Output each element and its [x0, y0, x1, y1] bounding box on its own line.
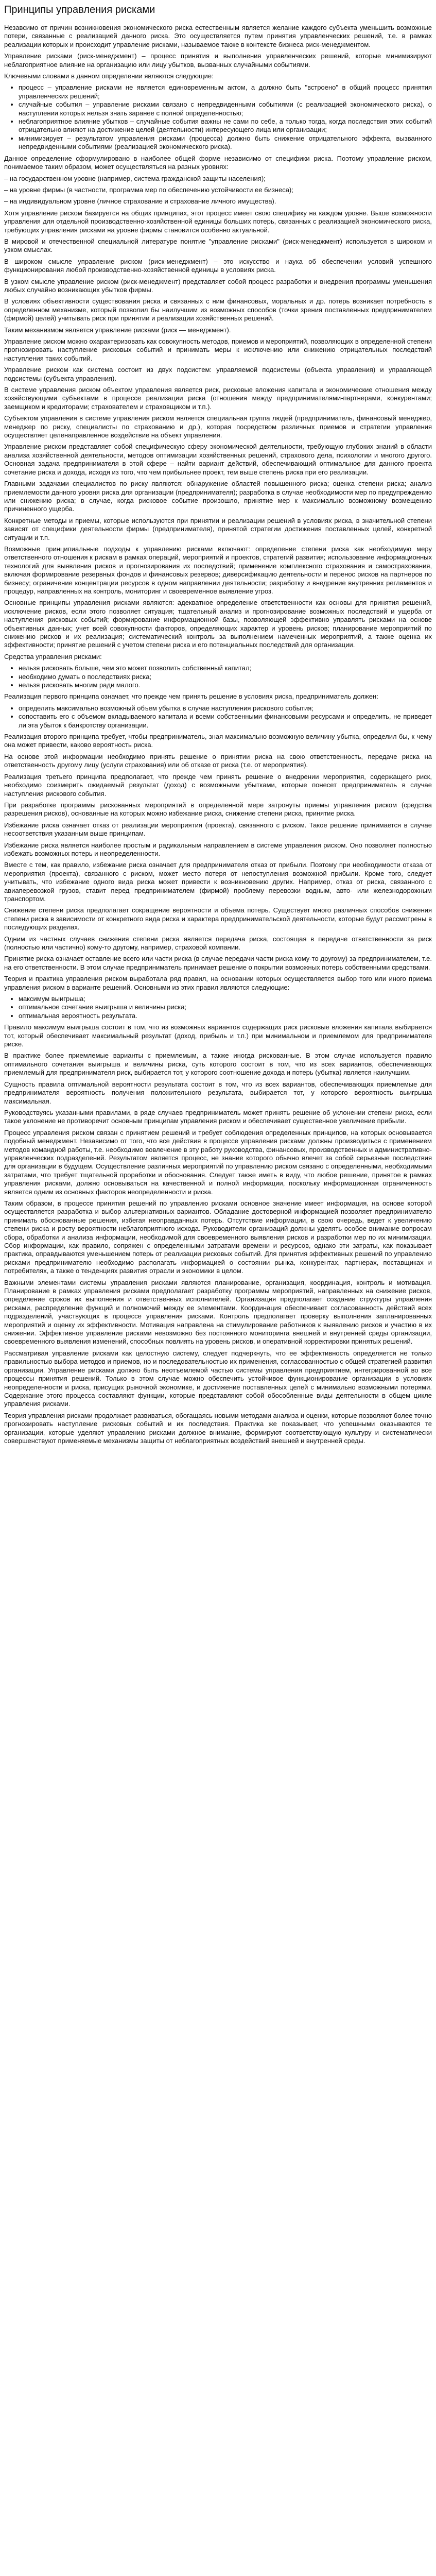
paragraph: В широком смысле управление риском (риск-менеджмент) – это искусство и наука об обеспечении условий успешного функционирования любой производственно-хозяйственной единицы в условиях риска.	[4, 257, 432, 274]
paragraph: Субъектом управления в системе управления риском является специальная группа людей (предприниматель, финансовый менеджер, менеджер по риску, специалисты по страхованию и др.), которая посредством различных приемов и стратегии управления осуществляет целенаправленное воздействие на объект управления.	[4, 414, 432, 439]
paragraph: Реализация первого принципа означает, что прежде чем принять решение в условиях риска, предприниматель должен:	[4, 692, 378, 701]
bullet-list	[4, 995, 432, 1020]
paragraph: Одним из частных случаев снижения степени риска является передача риска, состоящая в передаче ответственности за риск (полностью или частично) кому-то другому, например, страховой компании.	[4, 935, 432, 951]
list-item: • процесс – управление рисками не является единовременным актом, а должно быть "встроено" в общий процесс принятия управленческих решений;	[19, 83, 432, 100]
paragraph: Реализация третьего принципа предполагает, что прежде чем принять решение о внедрении мероприятия, содержащего риск, необходимо соизмерить ожидаемый результат (доход) с возможными убытками, которые понесет предприниматель в случае наступления рискового события.	[4, 772, 432, 798]
list-item: • минимизирует – результатом управления рисками (процесса) должно быть снижение отрицательного эффекта, вызванного непредвиденными событиями (реализацией экономического риска).	[19, 134, 432, 151]
paragraph: – на государственном уровне (например, система гражданской защиты населения);	[4, 174, 266, 182]
bullet-list	[4, 664, 432, 689]
bullet-list	[4, 83, 432, 151]
paragraph: Теория управления рисками продолжает развиваться, обогащаясь новыми методами анализа и оценки, которые позволяют более точно прогнозировать наступление рисковых событий и их последствия. Практика же показывает, что успешными оказываются те организации, которые уделяют управлению рисками должное внимание, формируют соответствующую культуру и систематически совершенствуют применяемые механизмы защиты от неблагоприятных воздействий внешней и внутренней среды.	[4, 1411, 432, 1445]
paragraph: Данное определение сформулировано в наиболее общей форме независимо от специфики риска. Поэтому управление риском, понимаемое таким образом, может осуществляться на разных уровнях:	[4, 154, 432, 171]
paragraph: Рассматривая управление рисками как целостную систему, следует подчеркнуть, что ее эффективность определяется не только правильностью выбора методов и приемов, но и последовательностью их применения, согласованностью с общей стратегией развития организации. Управление рисками должно быть неотъемлемой частью системы управления предприятием, интегрированной во все процессы принятия решений. Только в этом случае можно обеспечить устойчивое функционирование организации в условиях неопределенности и риска, присущих рыночной экономике, и достижение поставленных целей с минимально возможными потерями. Содержание этого процесса составляют функции, которые представляют собой обособленные виды деятельности в общем цикле управления рисками.	[4, 1349, 432, 1408]
paragraph: Важными элементами системы управления рисками являются планирование, организация, координация, контроль и мотивация. Планирование в рамках управления рисками предполагает разработку программы мероприятий, направленных на снижение рисков, определение сроков их выполнения и ответственных исполнителей. Организация предполагает создание структуры управления рисками, распределение функций и полномочий между ее элементами. Координация обеспечивает согласованность действий всех подразделений, участвующих в процессе управления рисками. Контроль предполагает проверку выполнения запланированных мероприятий и оценку их эффективности. Мотивация направлена на стимулирование работников к выявлению рисков и участию в их снижении. Эффективное управление рисками невозможно без постоянного мониторинга внешней и внутренней среды организации, своевременного выявления изменений, способных повлиять на уровень рисков, и оперативной корректировки принятых решений.	[4, 1278, 432, 1346]
list-item: • нельзя рисковать больше, чем это может позволить собственный капитал;	[19, 664, 432, 672]
list-item: • определить максимально возможный объем убытка в случае наступления рискового события;	[19, 704, 432, 713]
page-title: Принципы управления рисками	[4, 4, 155, 15]
paragraph: Средства управления рисками:	[4, 652, 102, 660]
article-body	[4, 24, 432, 1445]
paragraph: При разработке программы рискованных мероприятий в определенной мере затронуты приемы управления риском (средства разрешения рисков), основанные на которых можно избежание риска, снижение степени риска, принятие риска.	[4, 801, 432, 818]
paragraph: Управление рисками (риск-менеджмент) – процесс принятия и выполнения управленческих решений, которые минимизируют неблагоприятное влияние на организацию или лицу убытков, вызванных случайными событиями.	[4, 52, 432, 69]
list-item: • оптимальная вероятность результата.	[19, 1012, 432, 1020]
paragraph: В практике более приемлемые варианты с приемлемым, а также иногда рискованные. В этом случае используется правило оптимального сочетания выигрыша и величины риска, суть которого состоит в том, что из всех вариантов, обеспечивающих приемлемый для предпринимателя риск, выбирается тот, у которого соотношение дохода и потерь (убытка) является наилучшим.	[4, 1052, 432, 1077]
list-item: • сопоставить его с объемом вкладываемого капитала и всеми собственными финансовыми ресурсами и определить, не приведет ли эта убыток к банкротству организации.	[19, 713, 432, 730]
list-item: • максимум выигрыша;	[19, 995, 432, 1003]
paragraph: Теория и практика управления риском выработала ряд правил, на основании которых осуществляется выбор того или иного приема управления риском в варианте решений. Основными из этих правил являются следующие:	[4, 975, 432, 991]
list-item: • случайные события – управление рисками связано с непредвиденными событиями (с реализацией экономического риска), о наступлении которых нельзя знать заранее с полной определенностью;	[19, 100, 432, 117]
list-item: • нельзя рисковать многим ради малого.	[19, 681, 432, 689]
paragraph: Незавсимо от причин возникновения экономического риска естественным является желание каждого субъекта уменьшить возможные потери, связанные с реализацией данного риска. Это осуществляется путем принятия управленческих решений, т.е. в рамках реализации которых и происходит управление рисками, называемое также в контексте бизнеса риск-менеджментом.	[4, 24, 432, 48]
paragraph: Управление риском можно охарактеризовать как совокупность методов, приемов и мероприятий, позволяющих в определенной степени прогнозировать наступление рисковых событий и принимать меры к исключению или снижению отрицательных последствий наступления таких событий.	[4, 337, 432, 362]
paragraph: Управление риском представляет собой специфическую сферу экономической деятельности, требующую глубоких знаний в области анализа хозяйственной деятельности, методов оптимизации хозяйственных решений, страхового дела, психологии и многого другого. Основная задача предпринимателя в этой сфере – найти вариант действий, обеспечивающий оптимальное для данного проекта сочетание риска и дохода, исходя из того, что чем прибыльнее проект, тем выше степень риска при его реализации.	[4, 443, 432, 476]
paragraph: В мировой и отечественной специальной литературе понятие "управление рисками" (риск-менеджмент) используется в широком и узком смыслах.	[4, 237, 432, 254]
list-item: • необходимо думать о последствиях риска;	[19, 673, 432, 681]
paragraph: Реализация второго принципа требует, чтобы предприниматель, зная максимально возможную величину убытка, определил бы, к чему она может привести, каково вероятность риска.	[4, 733, 432, 749]
paragraph: Сущность правила оптимальной вероятности результата состоит в том, что из всех вариантов, обеспечивающих приемлемые для предпринимателя вероятность получения положительного результата, выбирается тот, у которого вероятность выигрыша максимальная.	[4, 1080, 432, 1105]
paragraph: Снижение степени риска предполагает сокращение вероятности и объема потерь. Существует много различных способов снижения степени риска в зависимости от конкретного вида риска и характера предпринимательской деятельности, которые будут рассмотрены в последующих разделах.	[4, 906, 432, 931]
paragraph: Конкретные методы и приемы, которые используются при принятии и реализации решений в условиях риска, в значительной степени зависят от специфики деятельности фирмы (предпринимателя), принятой стратегии достижения поставленных целей, конкретной ситуации и т.п.	[4, 516, 432, 541]
paragraph: Избежание риска является наиболее простым и радикальным направлением в системе управления риском. Оно позволяет полностью избежать возможных потерь и неопределенности.	[4, 841, 432, 857]
paragraph: Вместе с тем, как правило, избежание риска означает для предпринимателя отказ от прибыли. Поэтому при необходимости отказа от мероприятия (проекта), связанного с риском, может место потеря от непоступления возможной прибыли. Кроме того, следует учитывать, что избежание одного вида риска может привести к возникновению других. Например, отказ от риска, связанного с авиаперевозкой грузов, ставит перед предпринимателем (фирмой) проблему перевозки водным, авто- или железнодорожным транспортом.	[4, 861, 432, 903]
paragraph: Правило максимум выигрыша состоит в том, что из возможных вариантов содержащих риск рисковые вложения капитала выбирается тот, который обеспечивает максимальный результат (доход, прибыль и т.п.) при минимальном и приемлемом для предпринимателя риске.	[4, 1023, 432, 1048]
paragraph: В условиях объективности существования риска и связанных с ним финансовых, моральных и др. потерь возникает потребность в определенном механизме, который позволил бы наилучшим из возможных способов (точки зрения поставленных предпринимателем (фирмой) целей) учитывать риск при принятии и реализации хозяйственных решений.	[4, 297, 432, 323]
list-item: • оптимальное сочетание выигрыша и величины риска;	[19, 1003, 432, 1011]
paragraph: В системе управления риском объектом управления является риск, рисковые вложения капитала и экономические отношения между хозяйствующими субъектами в процессе реализации риска (отношения между предпринимателями-партнерами, конкурентами; заемщиком и кредиторами; страхователем и страховщиком и т.п.).	[4, 386, 432, 411]
paragraph: Хотя управление риском базируется на общих принципах, этот процесс имеет свою специфику на каждом уровне. Выше возможности управления для отдельной производственно-хозяйственной единицы больших потерь, связанных с реализацией экономического риска, требующих управления рисками на уровне фирмы становится особенно актуальной.	[4, 209, 432, 234]
paragraph: Принятие риска означает оставление всего или части риска (в случае передачи части риска кому-то другому) за предпринимателем, т.е. на его ответственности. В этом случае предприниматель принимает решение о покрытии возможных потерь собственными средствами.	[4, 955, 432, 971]
paragraph: Таким образом, в процессе принятия решений по управлению рисками основное значение имеет информация, на основе которой осуществляется разработка и выбор альтернативных вариантов. Обладание достоверной информацией позволяет предпринимателю принимать обоснованные решения, избегая неоправданных потерь. Отсутствие информации, в свою очередь, ведет к увеличению степени риска и росту вероятности неблагоприятного исхода. Руководители организаций должны уделять особое внимание вопросам сбора, обработки и анализа информации, необходимой для своевременного выявления рисков и разработки мер по их минимизации. Сбор информации, как правило, сопряжен с определенными затратами времени и ресурсов, однако эти затраты, как показывает практика, оправдываются уменьшением потерь от реализации рисковых событий. Для принятия эффективных решений по управлению рисками предпринимателю необходимо располагать информацией о состоянии рынка, конкурентах, партнерах, поставщиках и потребителях, а также о тенденциях развития отрасли и экономики в целом.	[4, 1199, 432, 1275]
paragraph: Основные принципы управления рисками являются: адекватное определение ответственности как основы для принятия решений, исключение рисков, если этого позволяет ситуация; тщательный анализ и прогнозирование возможных последствий и ущерба от наступления рисковых событий; формирование информационной базы, позволяющей эффективно управлять рисками на основе объективных данных; учет всей совокупности факторов, определяющих характер и уровень рисков; планирование мероприятий по снижению рисков и их реализация; систематический контроль за выполнением намеченных мероприятий, а также оценка их эффективности; принятие решений с учетом степени риска и его потенциальных последствий для организации.	[4, 599, 432, 649]
bullet-list	[4, 704, 432, 730]
paragraph: – на уровне фирмы (в частности, программа мер по обеспечению устойчивости ее бизнеса);	[4, 185, 293, 194]
list-item: • неблагоприятное влияние убытков – случайные события важны не сами по себе, а только тогда, когда последствия этих событий отрицательно влияют на достижение целей (деятельности) интересующего лица или организации;	[19, 117, 432, 134]
paragraph: Возможные принципиальные подходы к управлению рисками включают: определение степени риска как необходимую меру ответственного отношения к рискам в рамках операций, мероприятий и проектов, стратегий развития; использование информационных технологий для выявления рисков и прогнозирования их последствий; применение комплексного страхования и самострахования, включая формирование резервных фондов и финансовых резервов; диверсификацию деятельности и перенос рисков на партнеров по бизнесу; ограничение концентрации ресурсов в одном направлении деятельности; разработку и внедрение внутренних регламентов и процедур, направленных на контроль, мониторинг и своевременное выявление угроз.	[4, 545, 432, 595]
paragraph: – на индивидуальном уровне (личное страхование и страхование личного имущества).	[4, 197, 276, 206]
paragraph: На основе этой информации необходимо принять решение о принятии риска на свою ответственность, передаче риска на ответственность другому лицу (услуги страхования) или об отказе от риска (т.е. от мероприятия).	[4, 752, 432, 769]
paragraph: Руководствуясь указанными правилами, в ряде случаев предприниматель может принять решение об уклонении степени риска, если такое уклонение не противоречит основным принципам управления риском и обеспечивает существенное увеличение прибыли.	[4, 1108, 432, 1125]
paragraph: Избежание риска означает отказ от реализации мероприятия (проекта), связанного с риском. Такое решение принимается в случае несоответствия указанным выше принципам.	[4, 821, 432, 838]
paragraph: Процесс управления риском связан с принятием решений и требует соблюдения определенных принципов, на которых основывается подобный менеджмент. Независимо от того, что все действия в процессе управления рисками должны производиться с применением методов командной работы, т.е. необходимо вовлечение в эту работу руководства, финансовых, производственных и административно-управленческих подразделений. Результатом является процесс, не знание которого обычно влечет за собой серьезные последствия для организации в будущем. Осуществление различных мероприятий по управлению риском связано с определенными, необходимыми затратами, что требует тщательной проработки и обоснования. Следует также иметь в виду, что любое решение, принятое в рамках управления рисками, должно основываться на качественной и полной информации, поскольку информационная ограниченность является одним из основных факторов неопределенности и риска.	[4, 1128, 432, 1196]
paragraph: Главными задачами специалистов по риску являются: обнаружение областей повышенного риска; оценка степени риска; анализ приемлемости данного уровня риска для организации (предпринимателя); разработка в случае необходимости мер по предупреждению или снижению риска; в случае, когда рисковое событие произошло, принятие мер к максимально возможному возмещению причиненного ущерба.	[4, 480, 432, 513]
paragraph: Ключевыми словами в данном определении являются следующие:	[4, 72, 214, 80]
paragraph: Таким механизмом является управление рисками (риск — менеджмент).	[4, 326, 231, 334]
paragraph: В узком смысле управление риском (риск-менеджмент) представляет собой процесс разработки и внедрения программы уменьшения любых случайно возникающих убытков фирмы.	[4, 277, 432, 294]
paragraph: Управление риском как система состоит из двух подсистем: управляемой подсистемы (объекта управления) и управляющей подсистемы (субъекта управления).	[4, 366, 432, 382]
